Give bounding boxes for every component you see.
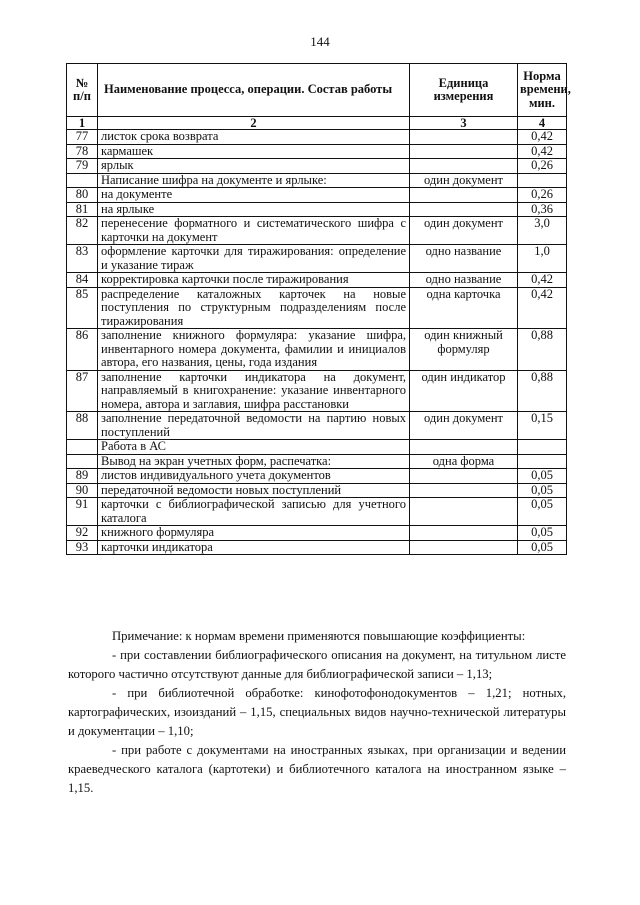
column-index: 4: [518, 117, 567, 130]
table-row: [67, 245, 567, 273]
row-norm-value: 0,42: [518, 287, 567, 329]
row-name: Написание шифра на документе и ярлыке:: [98, 173, 410, 188]
column-index: 3: [410, 117, 518, 130]
column-index-row: [67, 117, 567, 130]
row-number: 79: [67, 159, 98, 174]
row-unit: [410, 159, 518, 174]
header-unit: Единица измерения: [410, 64, 518, 117]
row-norm-value: 0,15: [518, 412, 567, 440]
table-row: [67, 130, 567, 145]
row-norm-value: 0,05: [518, 526, 567, 541]
row-norm-value: 0,05: [518, 540, 567, 555]
row-norm-value: 0,05: [518, 483, 567, 498]
table-row: [67, 202, 567, 217]
table-row: [67, 287, 567, 329]
row-unit: один книжный формуляр: [410, 329, 518, 371]
table-row: [67, 498, 567, 526]
row-name: перенесение форматного и систематического шифра с карточки на документ: [98, 217, 410, 245]
row-name: заполнение передаточной ведомости на партию новых поступлений: [98, 412, 410, 440]
row-norm-value: [518, 440, 567, 455]
row-norm-value: 0,88: [518, 370, 567, 412]
page-number: 144: [310, 34, 330, 49]
row-number: 83: [67, 245, 98, 273]
norms-table: [66, 63, 571, 555]
row-norm-value: 1,0: [518, 245, 567, 273]
row-name: книжного формуляра: [98, 526, 410, 541]
row-name: оформление карточки для тиражирования: определение и указание тираж: [98, 245, 410, 273]
row-number: 82: [67, 217, 98, 245]
row-name: карточки индикатора: [98, 540, 410, 555]
row-number: 88: [67, 412, 98, 440]
table-row: [67, 454, 567, 469]
row-name: карточки с библиографической записью для учетного каталога: [98, 498, 410, 526]
table-row: [67, 188, 567, 203]
row-norm-value: [518, 454, 567, 469]
row-number: 92: [67, 526, 98, 541]
row-number: 80: [67, 188, 98, 203]
row-number: 85: [67, 287, 98, 329]
header-name: Наименование процесса, операции. Состав работы: [98, 64, 410, 117]
table-row: [67, 526, 567, 541]
row-unit: [410, 483, 518, 498]
row-unit: одно название: [410, 273, 518, 288]
row-name: на документе: [98, 188, 410, 203]
row-name: передаточной ведомости новых поступлений: [98, 483, 410, 498]
row-unit: [410, 526, 518, 541]
row-name: Вывод на экран учетных форм, распечатка:: [98, 454, 410, 469]
row-unit: [410, 498, 518, 526]
row-unit: [410, 202, 518, 217]
row-norm-value: 0,42: [518, 130, 567, 145]
row-unit: [410, 440, 518, 455]
row-name: ярлык: [98, 159, 410, 174]
row-number: [67, 173, 98, 188]
row-name: Работа в АС: [98, 440, 410, 455]
note-title: Примечание: к нормам времени применяются повышающие коэффициенты:: [112, 629, 526, 643]
row-name: на ярлыке: [98, 202, 410, 217]
note-block: [68, 627, 566, 798]
row-norm-value: 3,0: [518, 217, 567, 245]
row-number: 78: [67, 144, 98, 159]
table-row: [67, 540, 567, 555]
row-unit: один документ: [410, 173, 518, 188]
column-index: 2: [98, 117, 410, 130]
row-number: 93: [67, 540, 98, 555]
row-number: 90: [67, 483, 98, 498]
row-name: листок срока возврата: [98, 130, 410, 145]
row-name: распределение каталожных карточек на новые поступления по структурным подразделениям после тиражирования: [98, 287, 410, 329]
table-body: [67, 130, 567, 555]
row-norm-value: 0,05: [518, 469, 567, 484]
row-norm-value: 0,36: [518, 202, 567, 217]
table-row: [67, 440, 567, 455]
row-unit: [410, 144, 518, 159]
row-unit: [410, 540, 518, 555]
table-row: [67, 329, 567, 371]
row-name: листов индивидуального учета документов: [98, 469, 410, 484]
row-unit: один документ: [410, 412, 518, 440]
row-norm-value: [518, 173, 567, 188]
row-number: 77: [67, 130, 98, 145]
row-norm-value: 0,05: [518, 498, 567, 526]
table-row: [67, 412, 567, 440]
row-unit: одна карточка: [410, 287, 518, 329]
row-number: 81: [67, 202, 98, 217]
row-number: 89: [67, 469, 98, 484]
note-item: - при составлении библиографического описания на документ, на титульном листе которого частично отсутствуют данные для библиографической записи – 1,13;: [68, 648, 566, 681]
header-num: № п/п: [67, 64, 98, 117]
row-norm-value: 0,26: [518, 159, 567, 174]
table-header-row: [67, 64, 567, 117]
row-number: 91: [67, 498, 98, 526]
row-norm-value: 0,26: [518, 188, 567, 203]
row-name: корректировка карточки после тиражирования: [98, 273, 410, 288]
row-unit: один документ: [410, 217, 518, 245]
header-norm: Норма времени, мин.: [518, 64, 567, 117]
table-row: [67, 370, 567, 412]
table-row: [67, 144, 567, 159]
row-number: 87: [67, 370, 98, 412]
row-unit: одна форма: [410, 454, 518, 469]
row-unit: [410, 188, 518, 203]
row-norm-value: 0,42: [518, 144, 567, 159]
row-number: 86: [67, 329, 98, 371]
row-number: 84: [67, 273, 98, 288]
table-row: [67, 173, 567, 188]
row-norm-value: 0,88: [518, 329, 567, 371]
row-unit: одно название: [410, 245, 518, 273]
row-norm-value: 0,42: [518, 273, 567, 288]
row-unit: [410, 469, 518, 484]
row-number: [67, 440, 98, 455]
table-row: [67, 483, 567, 498]
row-unit: один индикатор: [410, 370, 518, 412]
table-row: [67, 273, 567, 288]
row-name: заполнение карточки индикатора на документ, направляемый в книгохранение: указание инвентарного номера, автора и заглавия, шифра расстановки: [98, 370, 410, 412]
note-item: - при работе с документами на иностранных языках, при организации и ведении краеведческого каталога (картотеки) и библиотечного каталога на иностранном языке – 1,15.: [68, 743, 566, 795]
row-number: [67, 454, 98, 469]
row-name: кармашек: [98, 144, 410, 159]
row-name: заполнение книжного формуляра: указание шифра, инвентарного номера документа, фамилии и инициалов автора, его названия, цены, года издания: [98, 329, 410, 371]
table-row: [67, 159, 567, 174]
table-row: [67, 469, 567, 484]
note-item: - при библиотечной обработке: кинофотофонодокументов – 1,21; нотных, картографических, изоизданий – 1,15, специальных видов научно-технической литературы и документации – 1,10;: [68, 686, 566, 738]
table-row: [67, 217, 567, 245]
column-index: 1: [67, 117, 98, 130]
row-unit: [410, 130, 518, 145]
